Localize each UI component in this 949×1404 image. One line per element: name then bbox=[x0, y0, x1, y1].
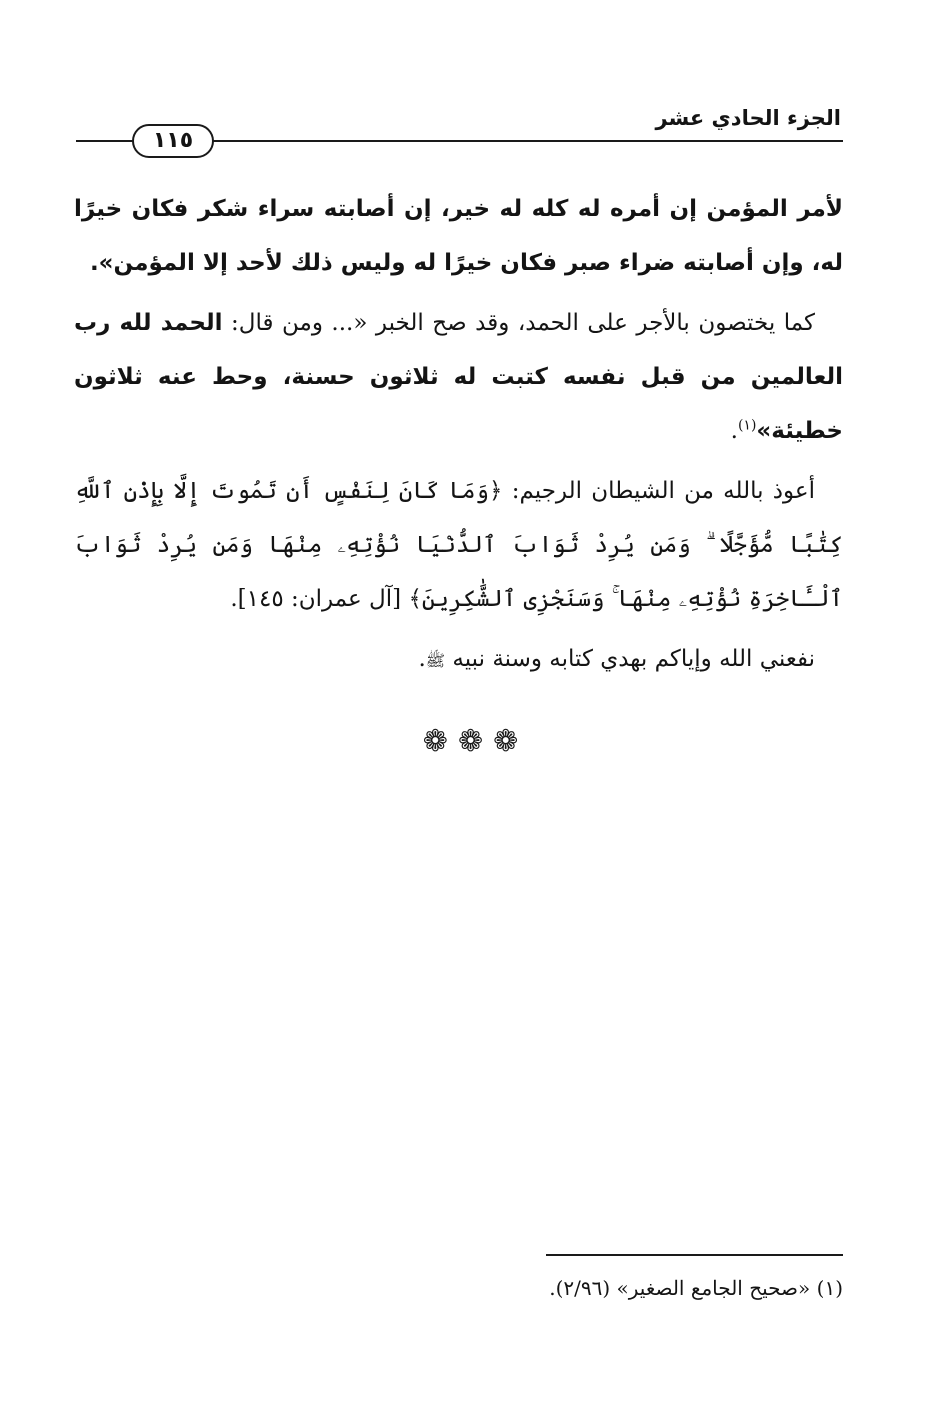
salawat-ligature: ﷺ bbox=[425, 651, 446, 670]
footnote-rule bbox=[546, 1254, 843, 1256]
paragraph-praise-reward bbox=[74, 296, 843, 458]
flower-ornament-icon: ❁ bbox=[457, 724, 484, 759]
paragraph-quran bbox=[74, 464, 843, 626]
paragraph-hadith-continuation: لأمر المؤمن إن أمره له كله له خير، إن أصابته سراء شكر فكان خيرًا له، وإن أصابته ضراء صبر فكان خيرًا له وليس ذلك لأحد إلا المؤمن». bbox=[74, 196, 843, 276]
closing-prayer-end: . bbox=[418, 646, 426, 672]
page-number: ١١٥ bbox=[152, 128, 194, 153]
body-text bbox=[74, 182, 843, 694]
running-title: الجزء الحادي عشر bbox=[655, 106, 841, 130]
paragraph-praise-end: . bbox=[730, 418, 738, 444]
footnote: (١) «صحيح الجامع الصغير» (٢/٩٦). bbox=[549, 1276, 843, 1300]
verse-citation: [آل عمران: ١٤٥]. bbox=[230, 586, 409, 612]
page-number-frame bbox=[132, 124, 214, 158]
flower-ornament-icon: ❁ bbox=[493, 724, 519, 759]
flower-ornament-icon: ❁ bbox=[422, 724, 448, 759]
paragraph-praise-intro: كما يختصون بالأجر على الحمد، وقد صح الخبر «... ومن قال: bbox=[222, 310, 815, 336]
footnote-reference[interactable]: (١) bbox=[737, 417, 757, 434]
hadith-text: الحمد لله رب العالمين من قبل نفسه كتبت له ثلاثون حسنة، وحط عنه ثلاثون خطيئة» bbox=[74, 310, 843, 444]
section-ornament bbox=[0, 722, 945, 762]
paragraph-closing-prayer bbox=[74, 632, 843, 688]
closing-prayer-text: نفعني الله وإياكم بهدي كتابه وسنة نبيه bbox=[445, 646, 815, 672]
isti-adha: أعوذ بالله من الشيطان الرجيم: bbox=[502, 478, 815, 504]
quran-verse: ﴿وَمَا كَانَ لِنَفْسٍ أَن تَمُوتَ إِلَّا بِإِذْنِ ٱللَّهِ كِتَٰبًا مُّؤَجَّلًا ۗ وَمَن يُرِدْ ثَوَابَ ٱلدُّنْيَا نُؤْتِهِۦ مِنْهَا وَمَن يُرِدْ ثَوَابَ ٱلْـَٔاخِرَةِ نُؤْتِهِۦ مِنْهَا ۚ وَسَنَجْزِى ٱلشَّٰكِرِينَ﴾ bbox=[74, 478, 843, 612]
